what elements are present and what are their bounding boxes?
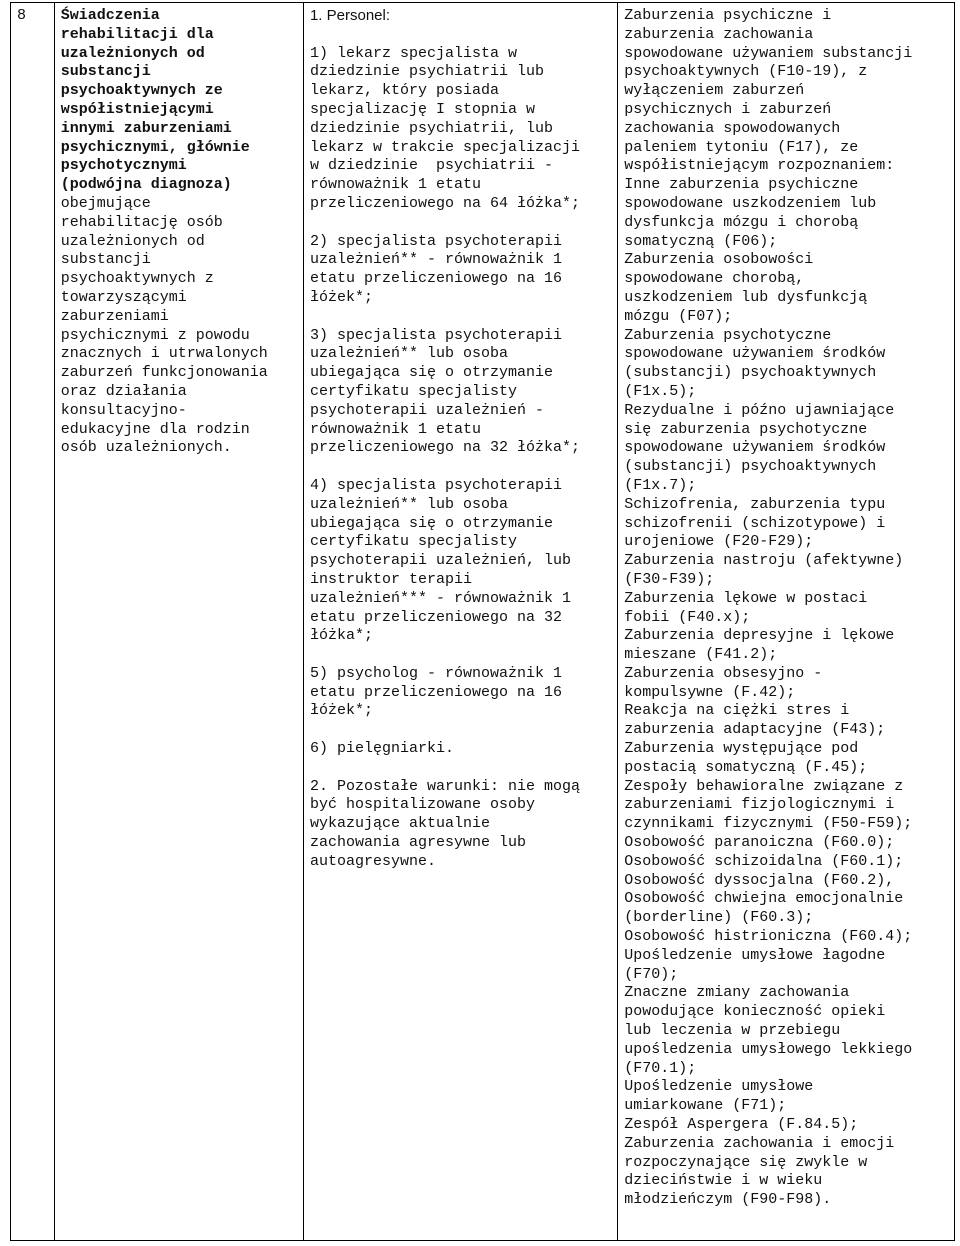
condition-line: łóżek*; [309, 702, 373, 720]
condition-item [310, 740, 611, 759]
benefit-description-line: obejmujące [60, 194, 151, 212]
row-number-cell [11, 3, 55, 1241]
benefit-description [61, 195, 297, 458]
benefit-description-line: uzależnionych od [60, 232, 205, 250]
benefit-title-line: psychicznymi, głównie [60, 138, 250, 156]
diagnosis-line: umiarkowane (F71); [624, 1097, 787, 1115]
diagnosis-line: mieszane (F41.2); [624, 646, 778, 664]
diagnosis-line: paleniem tytoniu (F17), ze [624, 138, 859, 156]
condition-line: certyfikatu specjalisty [309, 533, 517, 551]
condition-line: 6) pielęgniarki. [309, 740, 454, 758]
diagnosis-line: spowodowane używaniem substancji [624, 44, 913, 62]
condition-line: równoważnik 1 etatu [309, 420, 481, 438]
condition-line: 3) specjalista psychoterapii [309, 326, 562, 344]
condition-line: równoważnik 1 etatu [309, 176, 481, 194]
diagnosis-line: spowodowane używaniem środków [624, 345, 886, 363]
conditions-list [310, 45, 611, 872]
condition-line: psychoterapii uzależnień - [309, 401, 544, 419]
condition-line: uzależnień** - równoważnik 1 [309, 251, 562, 269]
diagnosis-line: zaburzeniami fizjologicznymi i [624, 796, 895, 814]
diagnosis-line: dysfunkcja mózgu i chorobą [624, 213, 859, 231]
benefit-description-line: zaburzeń funkcjonowania [60, 364, 268, 382]
condition-item [310, 233, 611, 308]
benefit-title [61, 7, 297, 195]
diagnosis-line: Zespół Aspergera (F.84.5); [624, 1116, 859, 1134]
condition-line: instruktor terapii [309, 570, 472, 588]
benefit-description-line: psychoaktywnych z [60, 270, 214, 288]
table-row [11, 3, 955, 1241]
diagnosis-line: Osobowość histrioniczna (F60.4); [624, 928, 913, 946]
diagnosis-line: uszkodzeniem lub dysfunkcją [624, 288, 868, 306]
condition-line: specjalizację I stopnia w [309, 100, 535, 118]
benefit-title-line: rehabilitacji dla [60, 25, 214, 43]
benefit-title-line: uzależnionych od [60, 44, 205, 62]
diagnoses-cell [618, 3, 955, 1241]
diagnosis-line: urojeniowe (F20-F29); [624, 533, 814, 551]
diagnosis-line: schizofrenii (schizotypowe) i [624, 514, 886, 532]
diagnosis-line: Schizofrenia, zaburzenia typu [624, 495, 886, 513]
benefit-title-line: substancji [60, 63, 151, 81]
diagnosis-line: Reakcja na ciężki stres i [624, 702, 850, 720]
diagnosis-line: Zaburzenia psychiczne i [624, 7, 832, 24]
diagnosis-line: spowodowane uszkodzeniem lub [624, 194, 877, 212]
benefit-title-line: innymi zaburzeniami [60, 119, 232, 137]
row-number: 8 [17, 7, 27, 24]
diagnosis-line: zaburzenia adaptacyjne (F43); [624, 721, 886, 739]
diagnosis-line: Znaczne zmiany zachowania [624, 984, 850, 1002]
diagnosis-line: (F1x.5); [624, 382, 697, 400]
diagnosis-line: (substancji) psychoaktywnych [624, 458, 877, 476]
condition-item [310, 327, 611, 459]
diagnosis-line: (F70); [624, 965, 679, 983]
diagnosis-line: (borderline) (F60.3); [624, 909, 814, 927]
benefit-description-line: substancji [60, 251, 151, 269]
benefit-description-line: zaburzeniami [60, 307, 169, 325]
condition-line: autoagresywne. [309, 852, 436, 870]
diagnosis-line: powodujące konieczność opieki [624, 1003, 886, 1021]
benefit-description-line: oraz działania [60, 382, 187, 400]
diagnosis-line: Zaburzenia zachowania i emocji [624, 1134, 895, 1152]
condition-line: etatu przeliczeniowego na 16 [309, 683, 562, 701]
diagnosis-line: zaburzenia zachowania [624, 25, 814, 43]
benefit-description-line: osób uzależnionych. [60, 439, 232, 457]
benefit-title-line: współistniejącymi [60, 100, 214, 118]
conditions-cell [303, 3, 617, 1241]
condition-line: być hospitalizowane osoby [309, 796, 535, 814]
benefit-description-line: konsultacyjno- [60, 401, 187, 419]
condition-line: uzależnień*** - równoważnik 1 [309, 589, 571, 607]
condition-line: przeliczeniowego na 64 łóżka*; [309, 194, 580, 212]
diagnosis-line: Inne zaburzenia psychiczne [624, 176, 859, 194]
diagnosis-line: Zaburzenia osobowości [624, 251, 814, 269]
condition-line: lekarz, który posiada [309, 82, 499, 100]
condition-line: 1) lekarz specjalista w [309, 44, 517, 62]
diagnosis-line: spowodowane używaniem środków [624, 439, 886, 457]
diagnosis-line: współistniejącym rozpoznaniem: [624, 157, 895, 175]
condition-line: 2. Pozostałe warunki: nie mogą [309, 777, 580, 795]
condition-line: 5) psycholog - równoważnik 1 [309, 664, 562, 682]
condition-line: w dziedzinie psychiatrii - [309, 157, 553, 175]
diagnosis-line: Osobowość schizoidalna (F60.1); [624, 852, 904, 870]
diagnosis-line: Rezydualne i późno ujawniające [624, 401, 895, 419]
condition-line: certyfikatu specjalisty [309, 382, 517, 400]
benefit-description-line: towarzyszącymi [60, 288, 187, 306]
diagnosis-line: Zaburzenia psychotyczne [624, 326, 832, 344]
condition-line: wykazujące aktualnie [309, 815, 490, 833]
benefits-table [10, 2, 955, 1241]
diagnosis-line: Upośledzenie umysłowe łagodne [624, 946, 886, 964]
diagnosis-line: Zaburzenia lękowe w postaci [624, 589, 868, 607]
condition-line: dziedzinie psychiatrii, lub [309, 119, 553, 137]
condition-line: 2) specjalista psychoterapii [309, 232, 562, 250]
benefit-title-line: psychoaktywnych ze [60, 82, 223, 100]
diagnosis-line: (substancji) psychoaktywnych [624, 364, 877, 382]
diagnosis-line: fobii (F40.x); [624, 608, 751, 626]
condition-line: uzależnień** lub osoba [309, 495, 508, 513]
condition-item [310, 477, 611, 646]
diagnosis-line: kompulsywne (F.42); [624, 683, 796, 701]
diagnosis-line: spowodowane chorobą, [624, 270, 805, 288]
diagnosis-line: Upośledzenie umysłowe [624, 1078, 814, 1096]
diagnoses-list [624, 7, 948, 1210]
condition-line: lekarz w trakcie specjalizacji [309, 138, 580, 156]
benefit-title-line: Świadczenia [60, 7, 160, 24]
diagnosis-line: lub leczenia w przebiegu [624, 1022, 841, 1040]
conditions-heading: 1. Personel: [309, 7, 390, 24]
diagnosis-line: się zaburzenia psychotyczne [624, 420, 868, 438]
diagnosis-line: psychoaktywnych (F10-19), z [624, 63, 868, 81]
diagnosis-line: (F30-F39); [624, 570, 715, 588]
diagnosis-line: Zaburzenia nastroju (afektywne) [624, 552, 904, 570]
condition-line: etatu przeliczeniowego na 32 [309, 608, 562, 626]
diagnosis-line: Zaburzenia obsesyjno - [624, 664, 823, 682]
diagnosis-line: zachowania spowodowanych [624, 119, 841, 137]
diagnosis-line: Zespoły behawioralne związane z [624, 777, 904, 795]
diagnosis-line: mózgu (F07); [624, 307, 733, 325]
condition-line: 4) specjalista psychoterapii [309, 476, 562, 494]
diagnosis-line: upośledzenia umysłowego lekkiego [624, 1040, 913, 1058]
diagnosis-line: Osobowość paranoiczna (F60.0); [624, 834, 895, 852]
diagnosis-line: Zaburzenia występujące pod [624, 740, 859, 758]
diagnosis-line: psychicznych i zaburzeń [624, 100, 832, 118]
condition-line: zachowania agresywne lub [309, 834, 526, 852]
condition-line: ubiegająca się o otrzymanie [309, 364, 553, 382]
benefit-name-cell [54, 3, 303, 1241]
diagnosis-line: Osobowość dyssocjalna (F60.2), [624, 871, 895, 889]
condition-item [310, 45, 611, 214]
diagnosis-line: Zaburzenia depresyjne i lękowe [624, 627, 895, 645]
condition-line: łóżek*; [309, 288, 373, 306]
condition-item [310, 778, 611, 872]
benefit-title-line: (podwójna diagnoza) [60, 176, 232, 194]
condition-line: etatu przeliczeniowego na 16 [309, 270, 562, 288]
condition-line: dziedzinie psychiatrii lub [309, 63, 544, 81]
benefit-description-line: psychicznymi z powodu [60, 326, 250, 344]
diagnosis-line: dzieciństwie i w wieku [624, 1172, 823, 1190]
diagnosis-line: Osobowość chwiejna emocjonalnie [624, 890, 904, 908]
condition-line: ubiegająca się o otrzymanie [309, 514, 553, 532]
benefit-title-line: psychotycznymi [60, 157, 187, 175]
condition-line: psychoterapii uzależnień, lub [309, 552, 571, 570]
diagnosis-line: czynnikami fizycznymi (F50-F59); [624, 815, 913, 833]
condition-line: przeliczeniowego na 32 łóżka*; [309, 439, 580, 457]
diagnosis-line: młodzieńczym (F90-F98). [624, 1191, 832, 1209]
benefit-description-line: rehabilitację osób [60, 213, 223, 231]
diagnosis-line: (F1x.7); [624, 476, 697, 494]
condition-line: uzależnień** lub osoba [309, 345, 508, 363]
condition-item [310, 665, 611, 721]
diagnosis-line: postacią somatyczną (F.45); [624, 758, 868, 776]
diagnosis-line: wyłączeniem zaburzeń [624, 82, 805, 100]
diagnosis-line: somatyczną (F06); [624, 232, 778, 250]
benefit-description-line: znacznych i utrwalonych [60, 345, 268, 363]
benefit-description-line: edukacyjne dla rodzin [60, 420, 250, 438]
condition-line: łóżka*; [309, 627, 373, 645]
diagnosis-line: (F70.1); [624, 1059, 697, 1077]
diagnosis-line: rozpoczynające się zwykle w [624, 1153, 868, 1171]
